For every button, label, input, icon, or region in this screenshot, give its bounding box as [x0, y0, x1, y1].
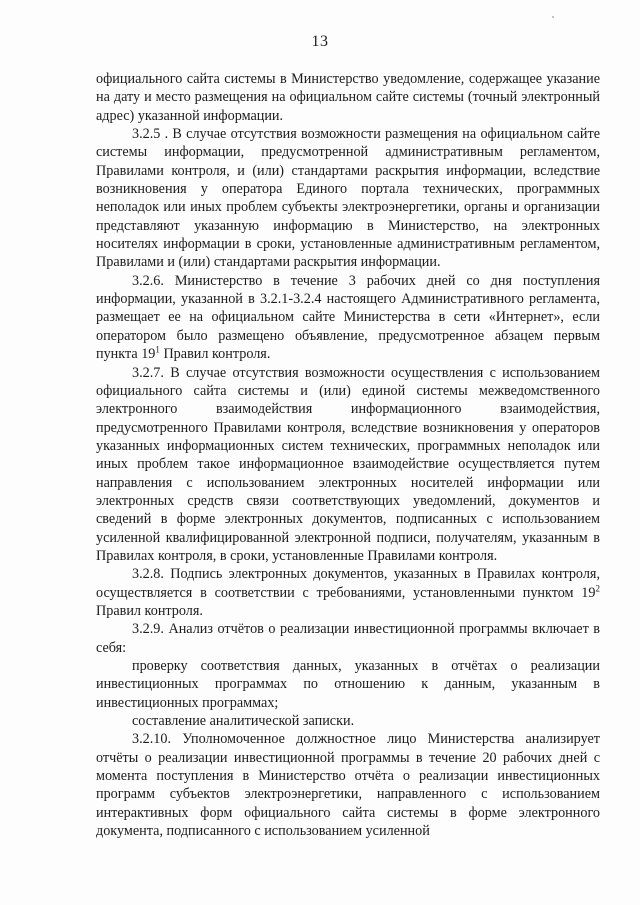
paragraph-text: 3.2.8. Подпись электронных документов, указанных в Правилах контроля, осуществляется в соответствии с требованиями, установленными пунктом 19 [96, 566, 600, 601]
superscript: 1 [155, 344, 160, 355]
paragraph-text: 3.2.6. Министерство в течение 3 рабочих дней со дня поступления информации, указанной в 3.2.1-3.2.4 настоящего Административного регламента, размещает ее на официальном сайте Министерства в сети «Интернет», если оператором было размещено объявление, предусмотренное абзацем первым пункта 19 [96, 272, 600, 363]
paragraph-text: Правил контроля. [96, 602, 203, 619]
paragraph-3-2-8 [96, 565, 600, 620]
list-item: составление аналитической записки. [132, 713, 355, 730]
page-number: 13 [311, 33, 329, 50]
paragraph-3-2-7: 3.2.7. В случае отсутствия возможности осуществления с использованием официального сайта системы и (или) единой системы межведомственного электронного взаимодействия информационного взаимодействия, предусмотренного Правилами контроля, вследствие возникновения у операторов указанных информационных систем технических, программных неполадок или иных проблем такое информационное взаимодействие осуществляется путем направления с использованием электронных носителей информации или электронных средств связи соответствующих уведомлений, документов и сведений в форме электронных документов, подписанных с использованием усиленной квалифицированной электронной подписи, получателям, указанным в Правилах контроля, в сроки, установленные Правилами контроля. [96, 364, 600, 564]
paragraph-3-2-9: 3.2.9. Анализ отчётов о реализации инвестиционной программы включает в себя: [96, 621, 600, 656]
paragraph-text: Правил контроля. [159, 346, 271, 363]
scan-speck [552, 16, 554, 18]
paragraph-3-2-10: 3.2.10. Уполномоченное должностное лицо Министерства анализирует отчёты о реализации инвестиционной программы в течение 20 рабочих дней с момента поступления в Министерство отчёта о реализации инвестиционных программ субъектов электроэнергетики, направленного с использованием интерактивных форм официального сайта системы в форме электронного документа, подписанного с использованием усиленной [96, 731, 600, 840]
list-item: проверку соответствия данных, указанных в отчётах о реализации инвестиционных программах по отношению к данным, указанным в инвестиционных программах; [96, 658, 600, 711]
paragraph-continuation: официального сайта системы в Министерство уведомление, содержащее указание на дату и место размещения на официальном сайте системы (точный электронный адрес) указанной информации. [96, 71, 600, 124]
document-body [96, 70, 600, 840]
superscript: 2 [595, 582, 600, 593]
paragraph-3-2-5: 3.2.5 . В случае отсутствия возможности размещения на официальном сайте системы информации, предусмотренной административным регламентом, Правилами контроля, и (или) стандартами раскрытия информации, вследствие возникновения у оператора Единого портала технических, программных неполадок или иных проблем субъекты электроэнергетики, органы и организации представляют указанную информацию в Министерство, на электронных носителях информации в сроки, установленные административным регламентом, Правилами и (или) стандартами раскрытия информации. [96, 126, 600, 271]
paragraph-3-2-6 [96, 272, 600, 364]
